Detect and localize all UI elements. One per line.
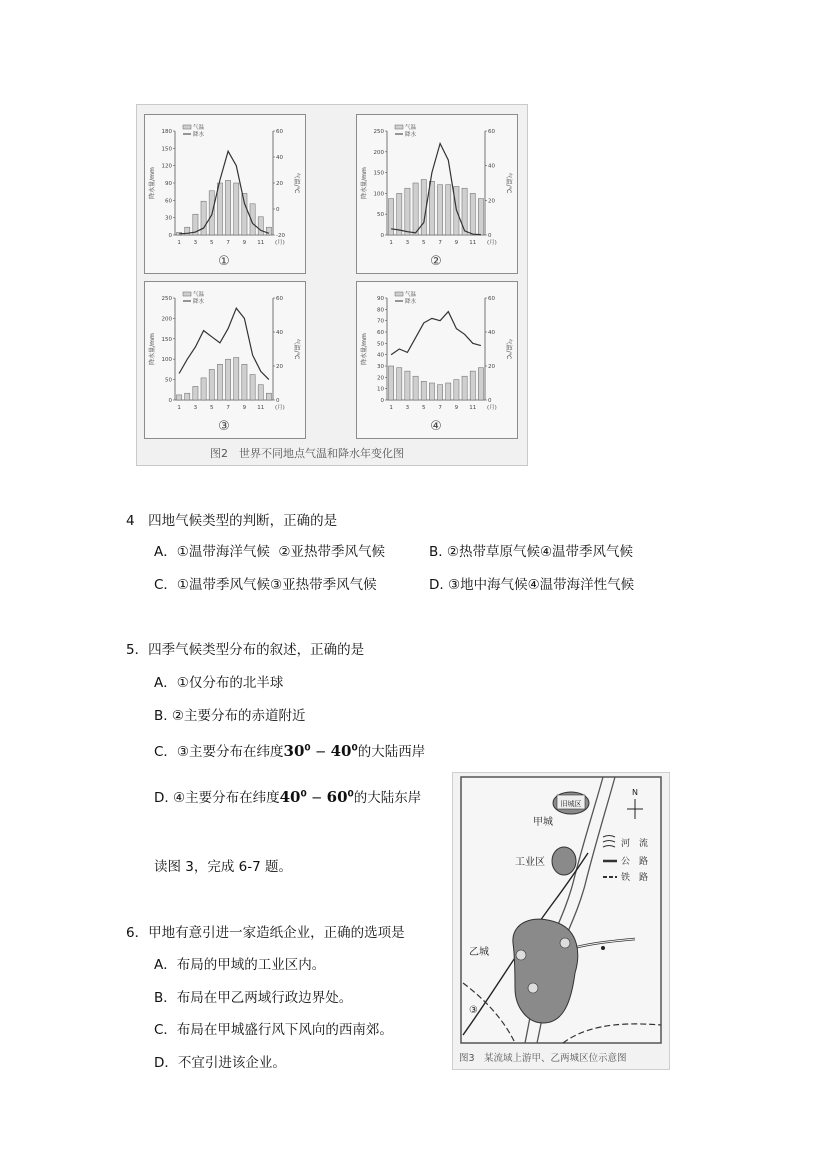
temp-bar bbox=[397, 193, 402, 235]
temp-bar bbox=[234, 183, 239, 235]
temp-bar bbox=[176, 395, 181, 400]
q6-stem: 6．甲地有意引进一家造纸企业，正确的选项是 bbox=[126, 925, 405, 941]
right-tick-label: 40 bbox=[488, 330, 495, 336]
right-tick-label: 60 bbox=[276, 296, 283, 302]
temp-bar bbox=[413, 183, 418, 235]
temp-bar bbox=[470, 371, 475, 400]
left-tick-label: 120 bbox=[161, 163, 172, 170]
right-tick-label: 40 bbox=[276, 330, 283, 336]
temp-bar bbox=[478, 199, 483, 235]
left-tick-label: 30 bbox=[165, 215, 172, 222]
right-tick-label: 20 bbox=[276, 181, 283, 187]
chart-svg-3 bbox=[145, 282, 305, 438]
q5-option-c[interactable] bbox=[154, 740, 425, 760]
chart-svg-4 bbox=[357, 282, 517, 438]
y-left-label: 降水量/mm bbox=[149, 167, 156, 199]
chart-svg-1 bbox=[145, 115, 305, 273]
industry-zone-shape bbox=[552, 847, 576, 875]
left-tick-label: 50 bbox=[377, 341, 384, 348]
x-tick-label: 1 bbox=[177, 405, 181, 411]
q5-option-b[interactable]: B. ②主要分布的赤道附近 bbox=[154, 708, 306, 724]
legend-precip: 降水 bbox=[405, 132, 417, 138]
temp-bar bbox=[201, 201, 206, 235]
climate-chart-4 bbox=[356, 281, 518, 439]
right-tick-label: 60 bbox=[488, 129, 495, 135]
right-tick-label: 0 bbox=[276, 398, 280, 404]
temp-bar bbox=[234, 358, 239, 401]
temp-bar bbox=[429, 383, 434, 400]
q5-option-d[interactable] bbox=[154, 786, 421, 806]
temp-bar bbox=[437, 185, 442, 235]
x-tick-label: 3 bbox=[405, 405, 410, 411]
yi-label: 乙城 bbox=[469, 947, 489, 958]
figure-3-map bbox=[452, 772, 670, 1070]
chart-number-label: ② bbox=[430, 254, 442, 269]
left-tick-label: 250 bbox=[373, 129, 384, 135]
climate-chart-2 bbox=[356, 114, 518, 274]
temp-bar bbox=[429, 181, 434, 235]
temp-bar bbox=[388, 366, 393, 400]
read-figure-3-instruction: 读图 3，完成 6-7 题。 bbox=[154, 859, 293, 875]
legend-temp-swatch bbox=[395, 292, 403, 296]
x-tick-label: 9 bbox=[242, 405, 247, 411]
jia-label: 甲城 bbox=[533, 817, 553, 828]
q6-option-a[interactable]: A．布局的甲域的工业区内。 bbox=[154, 957, 326, 973]
legend-rail: 铁 路 bbox=[621, 873, 649, 883]
temp-bar bbox=[421, 180, 426, 235]
left-tick-label: 70 bbox=[377, 318, 384, 325]
y-left-label: 降水量/mm bbox=[361, 167, 368, 199]
y-right-label: 气温/℃ bbox=[505, 172, 512, 194]
temp-bar bbox=[209, 369, 214, 400]
q5-c-lo: 30 bbox=[283, 742, 305, 760]
temp-bar bbox=[193, 386, 198, 400]
map-svg bbox=[453, 773, 669, 1069]
q5-d-post: 的大陆东岸 bbox=[353, 790, 422, 806]
temp-bar bbox=[217, 364, 222, 400]
temp-bar bbox=[242, 193, 247, 235]
precip-line bbox=[391, 312, 481, 355]
left-tick-label: 150 bbox=[373, 170, 384, 177]
left-tick-label: 180 bbox=[161, 129, 172, 135]
right-tick-label: 40 bbox=[276, 155, 283, 161]
left-tick-label: 200 bbox=[373, 149, 384, 156]
temp-bar bbox=[478, 368, 483, 400]
q5-d-hi: 60 bbox=[326, 788, 348, 806]
road-node bbox=[601, 946, 605, 950]
temp-bar bbox=[242, 364, 247, 400]
y-left-label: 降水量/mm bbox=[361, 333, 368, 365]
chart-number-label: ① bbox=[218, 254, 230, 269]
q5-d-deg2: 0 bbox=[347, 789, 354, 800]
right-tick-label: 60 bbox=[276, 129, 283, 135]
q5-c-post: 的大陆西岸 bbox=[357, 744, 426, 760]
right-tick-label: 20 bbox=[488, 198, 495, 205]
left-tick-label: 0 bbox=[380, 233, 384, 239]
y-left-label: 降水量/mm bbox=[149, 333, 156, 365]
q6-option-b[interactable]: B．布局在甲乙两域行政边界处。 bbox=[154, 990, 353, 1006]
x-tick-label: 7 bbox=[226, 240, 230, 246]
q5-c-deg1: 0 bbox=[304, 743, 311, 754]
y-right-label: 气温/℃ bbox=[505, 338, 512, 360]
q5-d-dash: − bbox=[306, 790, 327, 806]
left-tick-label: 0 bbox=[168, 233, 172, 239]
q5-d-text: D. ④主要分布在纬度 bbox=[154, 790, 280, 806]
x-tick-label: 1 bbox=[389, 240, 393, 246]
q4-stem: 4 四地气候类型的判断，正确的是 bbox=[126, 513, 338, 529]
x-tick-label: 1 bbox=[177, 240, 181, 246]
x-tick-label: 3 bbox=[405, 240, 410, 246]
figure-2-caption: 图2 世界不同地点气温和降水年变化图 bbox=[210, 447, 404, 460]
x-tick-label: 11 bbox=[257, 240, 265, 246]
y-right-label: 气温/℃ bbox=[293, 338, 300, 360]
temp-bar bbox=[250, 375, 255, 401]
q6-option-d[interactable]: D．不宜引进该企业。 bbox=[154, 1055, 286, 1071]
legend-precip: 降水 bbox=[193, 299, 205, 305]
temp-bar bbox=[470, 193, 475, 235]
yi-marker-1 bbox=[516, 950, 526, 960]
x-tick-label: 7 bbox=[226, 405, 230, 411]
industry-label: 工业区 bbox=[515, 857, 545, 868]
figure-3-caption: 图3 某流域上游甲、乙两城区位示意图 bbox=[459, 1053, 627, 1064]
temp-bar bbox=[225, 359, 230, 400]
temp-bar bbox=[437, 385, 442, 400]
left-tick-label: 150 bbox=[161, 336, 172, 343]
q5-d-lo: 40 bbox=[279, 788, 301, 806]
temp-bar bbox=[462, 188, 467, 235]
right-tick-label: 40 bbox=[488, 163, 495, 170]
q6-option-c[interactable]: C．布局在甲城盛行风下风向的西南郊。 bbox=[154, 1022, 393, 1038]
left-tick-label: 0 bbox=[380, 398, 384, 404]
yi-marker-3 bbox=[528, 983, 538, 993]
temp-bar bbox=[421, 381, 426, 400]
x-tick-label: 3 bbox=[193, 240, 198, 246]
chart-svg-2 bbox=[357, 115, 517, 273]
left-tick-label: 100 bbox=[373, 191, 384, 198]
x-tick-label: 9 bbox=[242, 240, 247, 246]
x-tick-label: 7 bbox=[438, 405, 442, 411]
x-tick-label: 9 bbox=[454, 240, 459, 246]
q5-c-dash: − bbox=[310, 744, 331, 760]
x-unit: (月) bbox=[275, 240, 285, 246]
x-tick-label: 9 bbox=[454, 405, 459, 411]
temp-bar bbox=[258, 217, 263, 235]
x-tick-label: 7 bbox=[438, 240, 442, 246]
left-tick-label: 80 bbox=[377, 307, 384, 314]
q5-c-text: C．③主要分布在纬度 bbox=[154, 744, 284, 760]
legend-temp: 气温 bbox=[193, 125, 205, 131]
yi-marker-2 bbox=[560, 938, 570, 948]
right-tick-label: 20 bbox=[488, 364, 495, 370]
y-right-label: 气温/℃ bbox=[293, 172, 300, 194]
climate-chart-1 bbox=[144, 114, 306, 274]
legend-temp: 气温 bbox=[405, 125, 417, 131]
q5-c-deg2: 0 bbox=[351, 743, 358, 754]
left-tick-label: 100 bbox=[161, 357, 172, 364]
left-tick-label: 30 bbox=[377, 364, 384, 370]
temp-bar bbox=[217, 183, 222, 235]
temp-bar bbox=[266, 393, 271, 400]
left-tick-label: 90 bbox=[377, 296, 384, 302]
legend-precip: 降水 bbox=[193, 132, 205, 138]
legend-river: 河 流 bbox=[621, 839, 649, 849]
left-tick-label: 150 bbox=[161, 146, 172, 153]
left-tick-label: 40 bbox=[377, 352, 384, 359]
temp-bar bbox=[266, 227, 271, 235]
x-tick-label: 11 bbox=[469, 240, 477, 246]
q4-option-b[interactable]: B. ②热带草原气候④温带季风气候 bbox=[429, 544, 634, 560]
right-tick-label: 0 bbox=[488, 233, 492, 239]
x-unit: (月) bbox=[275, 405, 285, 411]
q5-option-a[interactable]: A．①仅分布的北半球 bbox=[154, 675, 284, 691]
legend-road: 公 路 bbox=[621, 857, 649, 867]
left-tick-label: 90 bbox=[165, 181, 172, 187]
right-tick-label: -20 bbox=[276, 233, 285, 239]
temp-bar bbox=[446, 185, 451, 235]
chart-number-label: ④ bbox=[430, 419, 442, 434]
right-tick-label: 60 bbox=[488, 296, 495, 302]
legend-temp-swatch bbox=[183, 125, 191, 129]
x-tick-label: 5 bbox=[210, 405, 214, 411]
left-tick-label: 250 bbox=[161, 296, 172, 302]
x-tick-label: 11 bbox=[257, 405, 265, 411]
temp-bar bbox=[225, 180, 230, 235]
figure-2 bbox=[136, 104, 528, 466]
x-tick-label: 5 bbox=[422, 405, 426, 411]
left-tick-label: 10 bbox=[377, 386, 384, 393]
temp-bar bbox=[185, 393, 190, 400]
temp-bar bbox=[405, 371, 410, 400]
x-tick-label: 3 bbox=[193, 405, 198, 411]
circle-label: ③ bbox=[469, 1005, 478, 1016]
legend-temp: 气温 bbox=[193, 292, 205, 298]
chart-number-label: ③ bbox=[218, 419, 230, 434]
q4-option-d[interactable]: D. ③地中海气候④温带海洋性气候 bbox=[429, 577, 635, 593]
legend-temp-swatch bbox=[183, 292, 191, 296]
climate-chart-3 bbox=[144, 281, 306, 439]
temp-bar bbox=[454, 380, 459, 400]
left-tick-label: 60 bbox=[377, 330, 384, 336]
right-tick-label: 20 bbox=[276, 364, 283, 370]
temp-bar bbox=[413, 376, 418, 400]
x-tick-label: 1 bbox=[389, 405, 393, 411]
left-tick-label: 20 bbox=[377, 375, 384, 382]
left-tick-label: 50 bbox=[377, 212, 384, 219]
legend-temp-swatch bbox=[395, 125, 403, 129]
left-tick-label: 60 bbox=[165, 198, 172, 205]
oldtown-label: 旧城区 bbox=[560, 800, 582, 808]
temp-bar bbox=[446, 383, 451, 400]
north-label: N bbox=[632, 788, 638, 797]
q4-option-c[interactable]: C．①温带季风气候③亚热带季风气候 bbox=[154, 577, 377, 593]
left-tick-label: 200 bbox=[161, 316, 172, 323]
x-tick-label: 5 bbox=[210, 240, 214, 246]
x-tick-label: 5 bbox=[422, 240, 426, 246]
right-tick-label: 0 bbox=[276, 207, 280, 213]
temp-bar bbox=[258, 385, 263, 400]
temp-bar bbox=[405, 188, 410, 235]
right-tick-label: 0 bbox=[488, 398, 492, 404]
q5-d-deg1: 0 bbox=[300, 789, 307, 800]
x-tick-label: 11 bbox=[469, 405, 477, 411]
x-unit: (月) bbox=[487, 405, 497, 411]
precip-line bbox=[179, 308, 269, 379]
q5-stem: 5．四季气候类型分布的叙述，正确的是 bbox=[126, 642, 365, 658]
left-tick-label: 50 bbox=[165, 377, 172, 384]
q4-option-a[interactable]: A．①温带海洋气候 ②亚热带季风气候 bbox=[154, 544, 386, 560]
legend-precip: 降水 bbox=[405, 299, 417, 305]
temp-bar bbox=[462, 376, 467, 400]
temp-bar bbox=[201, 378, 206, 400]
x-unit: (月) bbox=[487, 240, 497, 246]
legend-temp: 气温 bbox=[405, 292, 417, 298]
temp-bar bbox=[397, 368, 402, 400]
left-tick-label: 0 bbox=[168, 398, 172, 404]
q5-c-hi: 40 bbox=[330, 742, 352, 760]
